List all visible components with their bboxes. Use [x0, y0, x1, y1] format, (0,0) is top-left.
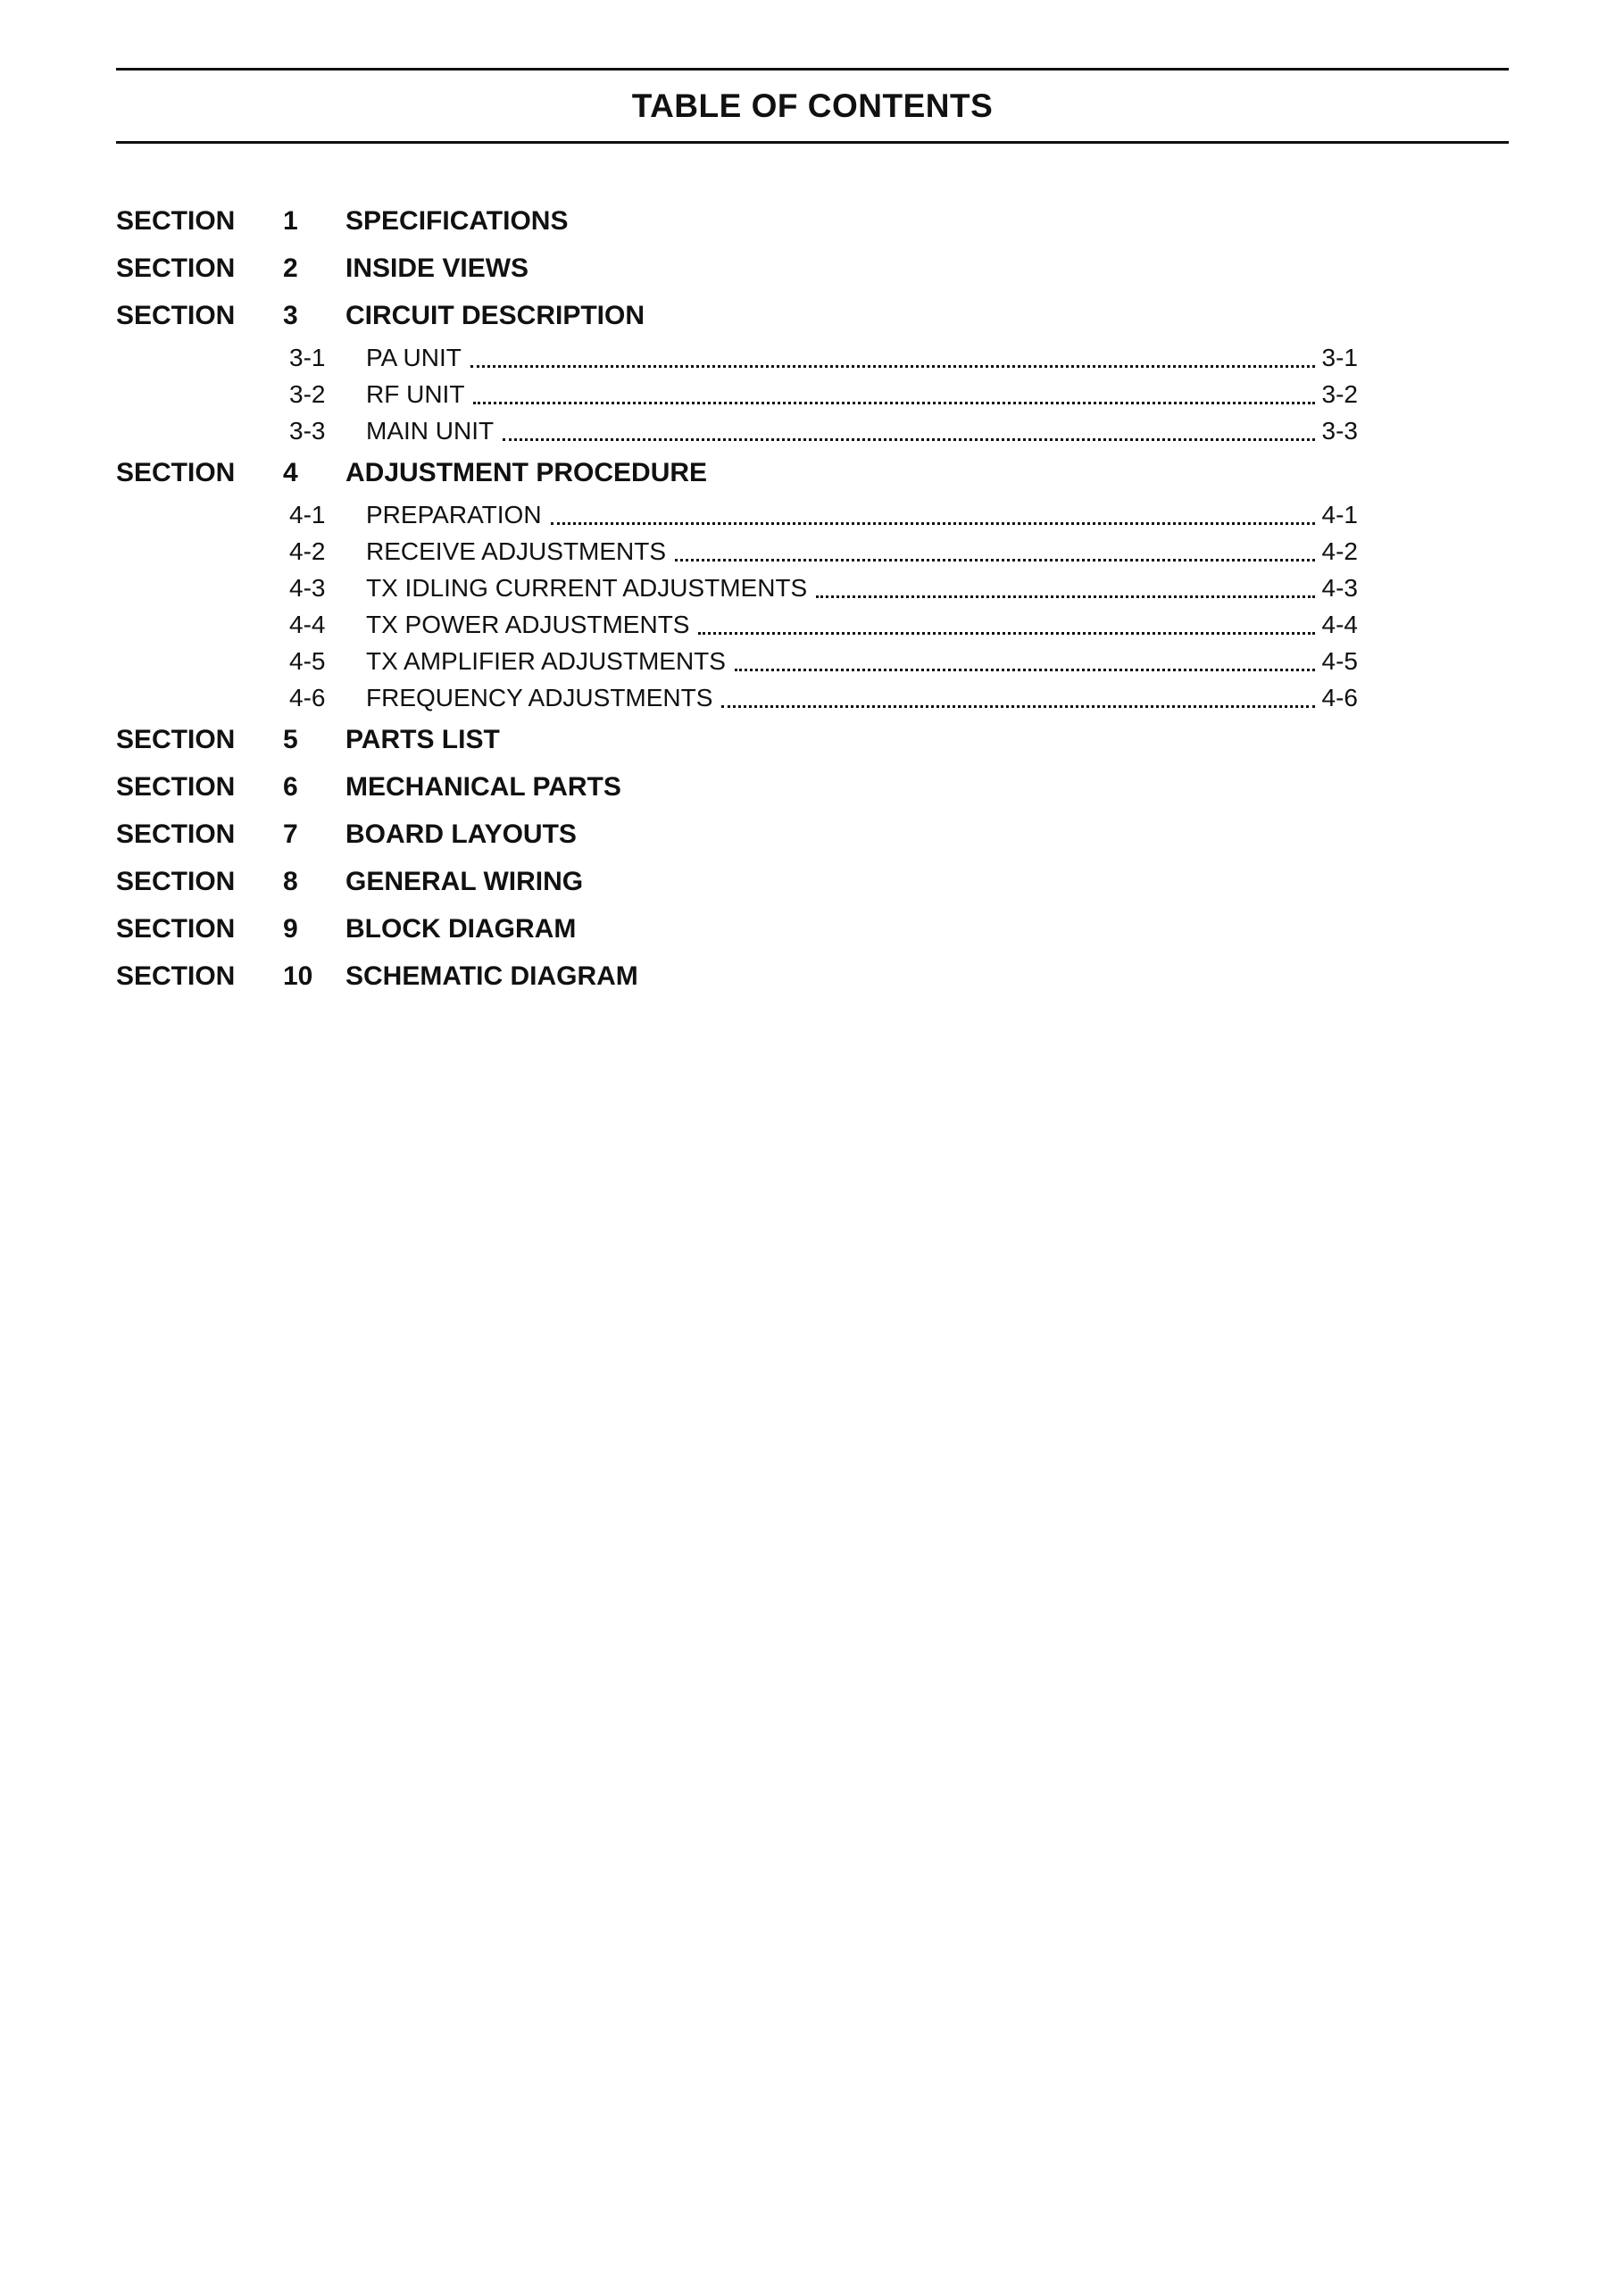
toc-section-3 — [116, 292, 1509, 339]
section-number: 9 — [283, 914, 298, 944]
section-title: PARTS LIST — [345, 725, 500, 754]
section-number: 1 — [283, 206, 298, 236]
subsection-title: MAIN UNIT — [366, 417, 495, 445]
subsection-number: 4-2 — [289, 537, 326, 565]
toc-section-7 — [116, 811, 1509, 858]
subsection-page: 3-1 — [1321, 344, 1358, 371]
section-word: SECTION — [116, 772, 236, 802]
section-number: 8 — [283, 867, 298, 896]
subsection-number: 3-1 — [289, 344, 326, 371]
toc-section-8 — [116, 858, 1509, 905]
subsection-page: 4-1 — [1321, 501, 1358, 528]
toc-subsection-4-2 — [116, 533, 1509, 570]
toc-section-5 — [116, 716, 1509, 763]
dot-leader — [473, 402, 1314, 404]
subsection-title: PA UNIT — [366, 344, 462, 371]
toc-subsection-3-2 — [116, 376, 1509, 412]
toc-section-10 — [116, 953, 1509, 1000]
dot-leader — [675, 559, 1314, 562]
subsection-page: 4-3 — [1321, 574, 1358, 602]
section-word: SECTION — [116, 961, 236, 991]
toc-subsection-4-3 — [116, 570, 1509, 606]
toc-subsection-3-1 — [116, 339, 1509, 376]
section-number: 2 — [283, 254, 298, 283]
section-word: SECTION — [116, 819, 236, 849]
toc-subsection-3-3 — [116, 412, 1509, 449]
toc-section-1 — [116, 197, 1509, 245]
subsection-title: TX AMPLIFIER ADJUSTMENTS — [366, 647, 726, 675]
section-word: SECTION — [116, 867, 236, 896]
section-word: SECTION — [116, 254, 236, 283]
section-word: SECTION — [116, 914, 236, 944]
toc-subsection-4-4 — [116, 606, 1509, 643]
subsection-title: RECEIVE ADJUSTMENTS — [366, 537, 667, 565]
page-title: TABLE OF CONTENTS — [631, 87, 994, 124]
subsection-number: 4-4 — [289, 611, 326, 638]
dot-leader — [735, 669, 1315, 671]
toc-section-6 — [116, 763, 1509, 811]
subsection-title: TX IDLING CURRENT ADJUSTMENTS — [366, 574, 808, 602]
section-title: SPECIFICATIONS — [345, 206, 569, 236]
subsection-number: 4-1 — [289, 501, 326, 528]
toc-section-2 — [116, 245, 1509, 292]
section-number: 3 — [283, 301, 298, 330]
section-title: BLOCK DIAGRAM — [345, 914, 577, 944]
section-title: BOARD LAYOUTS — [345, 819, 577, 849]
subsection-title: RF UNIT — [366, 380, 465, 408]
toc-section-4 — [116, 449, 1509, 496]
section-word: SECTION — [116, 301, 236, 330]
dot-leader — [551, 522, 1315, 525]
section-word: SECTION — [116, 206, 236, 236]
subsection-page: 3-3 — [1321, 417, 1358, 445]
section-word: SECTION — [116, 458, 236, 487]
toc-list — [116, 144, 1509, 1000]
dot-leader — [721, 705, 1314, 708]
section-title: CIRCUIT DESCRIPTION — [345, 301, 645, 330]
section-title: MECHANICAL PARTS — [345, 772, 621, 802]
toc-subsection-4-6 — [116, 679, 1509, 716]
section-number: 10 — [283, 961, 313, 991]
toc-subsection-4-5 — [116, 643, 1509, 679]
subsection-number: 4-3 — [289, 574, 326, 602]
subsection-number: 3-2 — [289, 380, 326, 408]
toc-subsection-4-1 — [116, 496, 1509, 533]
dot-leader — [470, 365, 1315, 368]
page-header — [116, 0, 1509, 144]
subsection-page: 4-6 — [1321, 684, 1358, 711]
subsection-number: 3-3 — [289, 417, 326, 445]
subsection-page: 4-5 — [1321, 647, 1358, 675]
dot-leader — [698, 632, 1314, 635]
subsection-title: TX POWER ADJUSTMENTS — [366, 611, 690, 638]
section-number: 4 — [283, 458, 298, 487]
section-title: ADJUSTMENT PROCEDURE — [345, 458, 708, 487]
dot-leader — [816, 595, 1314, 598]
subsection-page: 4-2 — [1321, 537, 1358, 565]
dot-leader — [503, 438, 1314, 441]
subsection-number: 4-5 — [289, 647, 326, 675]
section-title: SCHEMATIC DIAGRAM — [345, 961, 638, 991]
subsection-number: 4-6 — [289, 684, 326, 711]
section-number: 7 — [283, 819, 298, 849]
section-number: 6 — [283, 772, 298, 802]
section-title: GENERAL WIRING — [345, 867, 584, 896]
subsection-page: 4-4 — [1321, 611, 1358, 638]
subsection-title: PREPARATION — [366, 501, 542, 528]
section-title: INSIDE VIEWS — [345, 254, 529, 283]
section-number: 5 — [283, 725, 298, 754]
subsection-title: FREQUENCY ADJUSTMENTS — [366, 684, 713, 711]
toc-section-9 — [116, 905, 1509, 953]
section-word: SECTION — [116, 725, 236, 754]
subsection-page: 3-2 — [1321, 380, 1358, 408]
